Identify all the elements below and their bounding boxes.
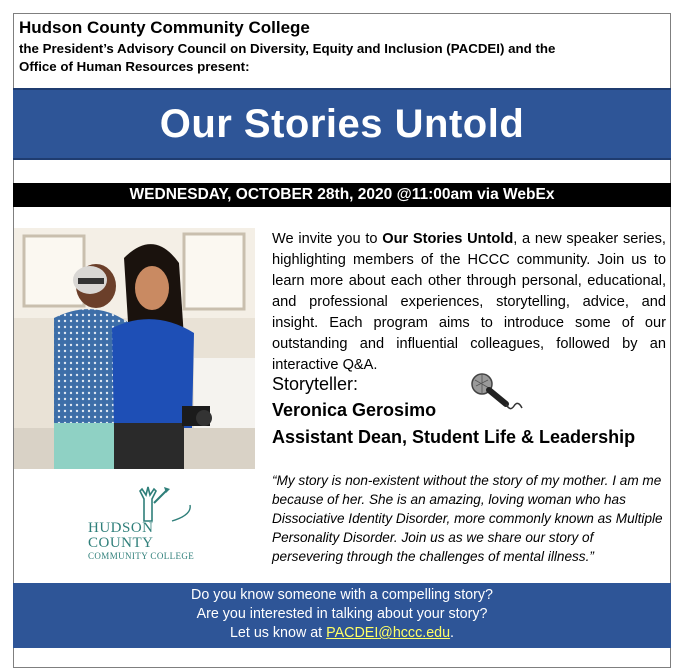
microphone-icon [470,372,526,416]
contact-email-link[interactable]: PACDEI@hccc.edu [326,625,451,641]
college-name: Hudson County Community College [19,18,310,37]
intro-paragraph [272,229,666,376]
photo-illustration [14,228,255,469]
storyteller-title: Assistant Dean, Student Life & Leadership [272,427,636,447]
flyer-header [19,18,669,76]
statue-of-liberty-icon [82,485,212,525]
logo-wordmark [88,521,154,551]
intro-body: , a new speaker series, highlighting members of the HCCC community. Join us to learn more about each other through personal, educational, and professional experiences, storytelling, advice, and insight. Each program aims to introduce some of our outstanding and influential colleagues, followed by an interactive Q&A. [272,231,666,373]
footer-line-3 [13,624,671,643]
intro-lead: We invite you to [272,231,383,247]
storyteller-name: Veronica Gerosimo [272,400,437,420]
hccc-logo [82,485,212,565]
event-title: Our Stories Untold [159,101,525,146]
storyteller-label: Storyteller: [272,374,359,394]
footer-line-2: Are you interested in talking about your story? [196,606,488,622]
series-name: Our Stories Untold [382,231,514,247]
storyteller-quote: “My story is non-existent without the story of my mother. I am me because of her. She is an amazing, loving woman who has Dissociative Identity Disorder, more commonly known as Multiple Personality Disorder. Join us as we share our story of persevering through the challenges of mental illness.” [272,473,663,564]
logo-line-2: COUNTY [88,535,154,551]
presenters-line-2: Office of Human Resources present: [19,59,250,74]
footer-prefix: Let us know at [229,625,327,641]
presenters-line-1: the President’s Advisory Council on Diversity, Equity and Inclusion (PACDEI) and the [19,41,556,56]
storyteller-photo [14,228,255,469]
logo-line-3: COMMUNITY COLLEGE [88,551,195,561]
logo-line-1: HUDSON [88,520,154,536]
title-banner [13,88,671,160]
call-to-action-footer [13,583,671,648]
footer-line-1: Do you know someone with a compelling story? [191,587,493,603]
footer-suffix: . [450,625,455,641]
presenters-text [19,40,669,76]
event-dateline: WEDNESDAY, OCTOBER 28th, 2020 @11:00am via WebEx [13,183,671,207]
